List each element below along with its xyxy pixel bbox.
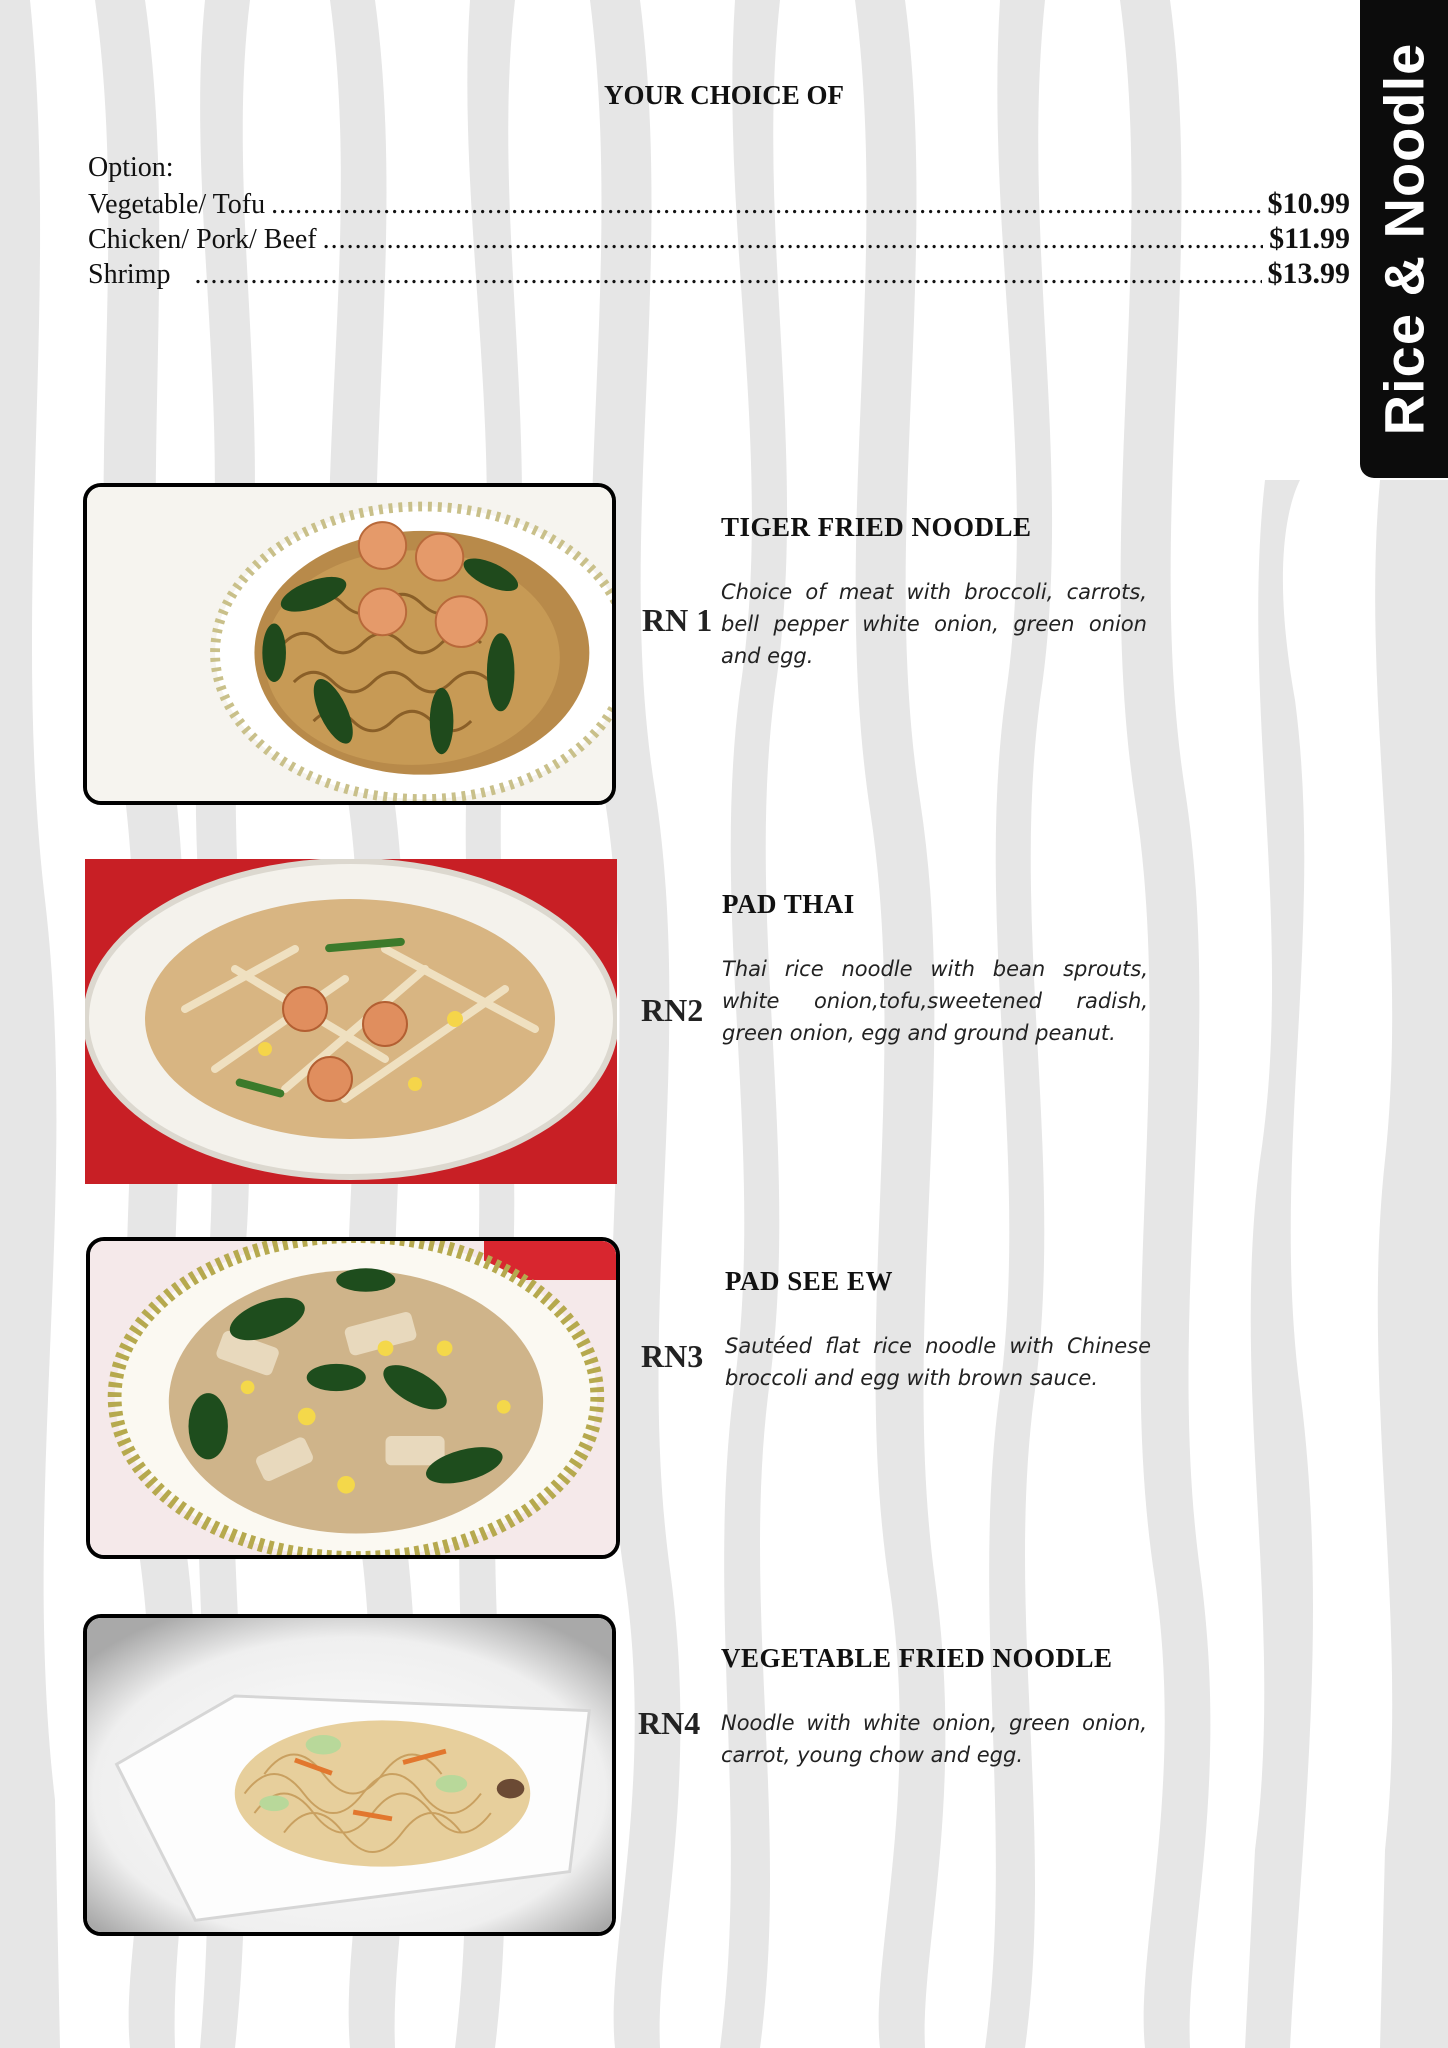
- pad-thai-photo: [85, 859, 617, 1184]
- price-option-row: [88, 221, 1350, 256]
- option-price: $10.99: [1267, 187, 1350, 220]
- option-name: Vegetable/ Tofu: [88, 189, 266, 220]
- option-label: Option:: [88, 152, 174, 183]
- tiger-fried-noodle-photo: [83, 483, 616, 805]
- item-code: RN 1: [642, 602, 713, 638]
- item-title: PAD SEE EW: [725, 1266, 894, 1296]
- item-title: PAD THAI: [722, 889, 855, 919]
- option-name: Chicken/ Pork/ Beef: [88, 224, 317, 255]
- item-description: Thai rice noodle with bean sprouts, white onion,tofu,sweetened radish, green onion, egg and ground peanut.: [722, 957, 1148, 1045]
- option-price: $11.99: [1269, 222, 1350, 255]
- dot-leader: [323, 222, 1264, 257]
- vegetable-fried-noodle-photo: [83, 1614, 616, 1936]
- pad-see-ew-photo: [86, 1237, 620, 1559]
- item-description: Noodle with white onion, green onion, carrot, young chow and egg.: [721, 1711, 1147, 1767]
- price-options: [88, 150, 1350, 291]
- option-name: Shrimp: [88, 259, 171, 290]
- dot-leader: [271, 187, 1261, 222]
- price-option-row: [88, 186, 1350, 221]
- item-title: VEGETABLE FRIED NOODLE: [721, 1643, 1113, 1673]
- option-price: $13.99: [1267, 257, 1350, 290]
- item-code: RN4: [638, 1705, 701, 1741]
- item-title: TIGER FRIED NOODLE: [721, 512, 1032, 542]
- item-code: RN2: [641, 992, 704, 1028]
- item-code: RN3: [641, 1338, 704, 1374]
- dot-leader: [194, 257, 1261, 292]
- section-tab-label: Rice & Noodle: [1372, 42, 1436, 436]
- price-option-row: [88, 256, 1350, 291]
- item-description: Choice of meat with broccoli, carrots, bell pepper white onion, green onion and egg.: [721, 580, 1147, 668]
- item-description: Sautéed flat rice noodle with Chinese broccoli and egg with brown sauce.: [725, 1334, 1151, 1390]
- choice-heading: YOUR CHOICE OF: [603, 80, 844, 110]
- section-tab: [1360, 0, 1448, 478]
